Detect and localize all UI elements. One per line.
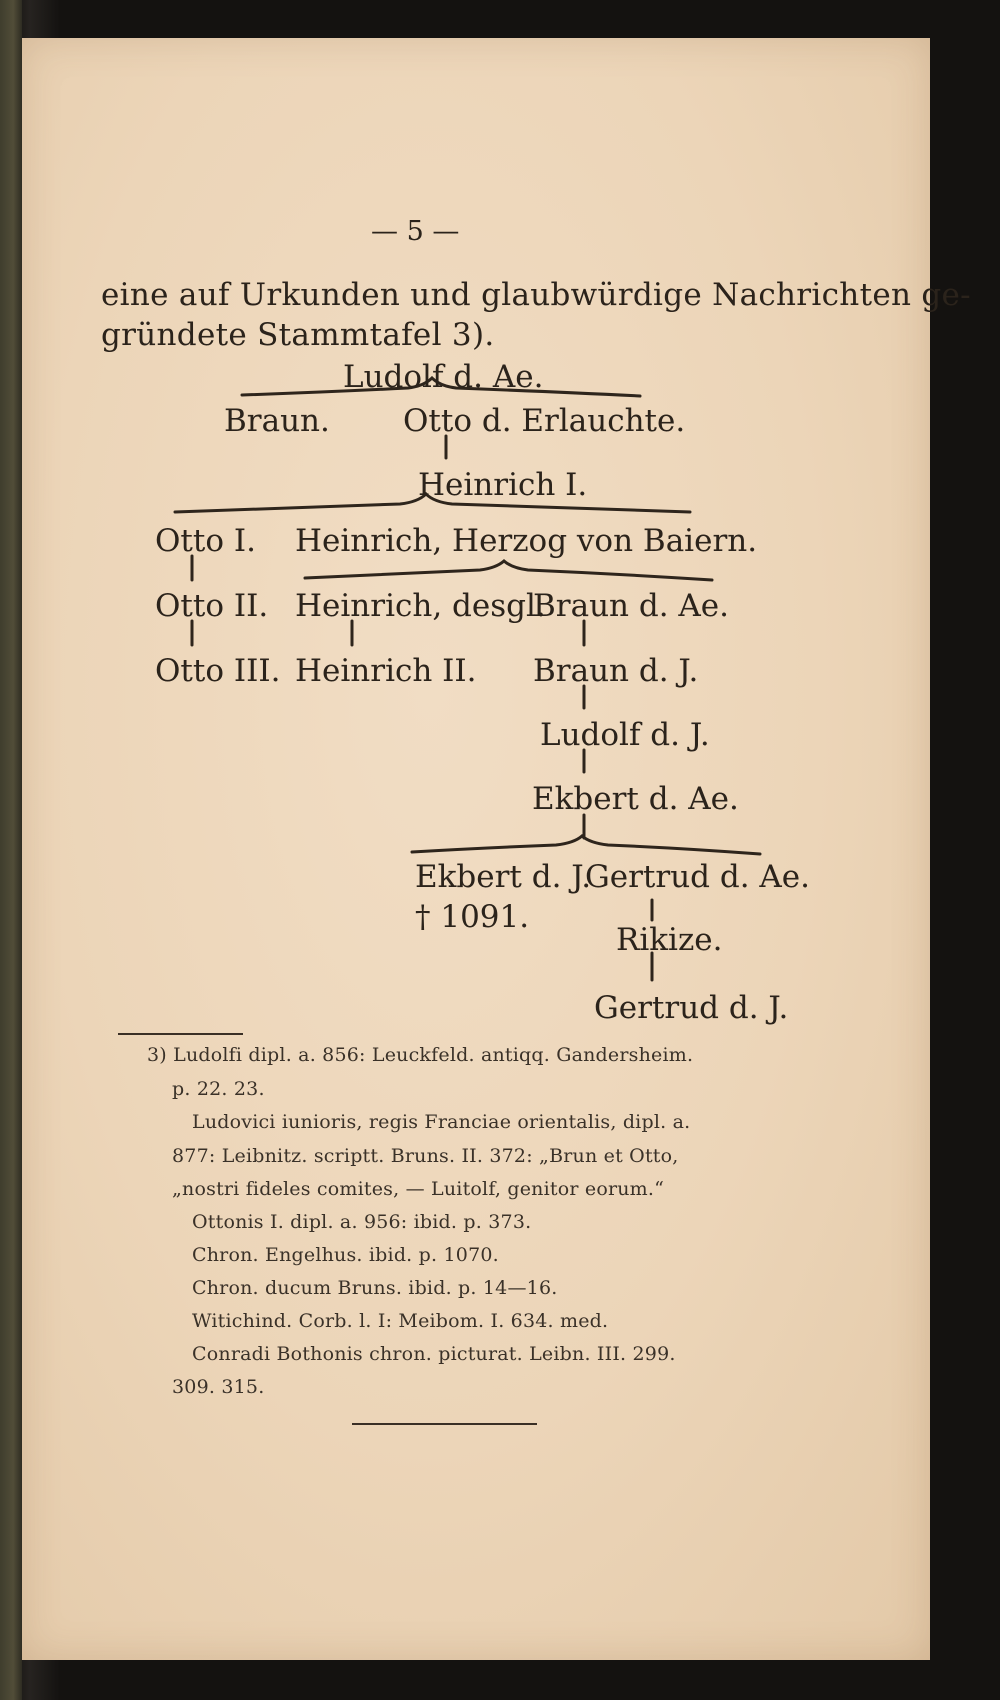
tree-node-braun: Braun. xyxy=(224,403,330,439)
tree-node-otto-3: Otto III. xyxy=(155,653,281,689)
footnote-line-3: Ludovici iunioris, regis Franciae orientalis, dipl. a. xyxy=(192,1111,691,1133)
tree-node-otto-1: Otto I. xyxy=(155,523,256,559)
brace-heinrich-baiern xyxy=(305,561,712,580)
footnote-line-5: „nostri fideles comites, — Luitolf, genitor eorum.“ xyxy=(172,1178,665,1200)
tree-node-braun-j: Braun d. J. xyxy=(533,653,699,689)
footnote-line-11: 309. 315. xyxy=(172,1376,265,1398)
tree-node-heinrich-desgl: Heinrich, desgl. xyxy=(295,588,546,624)
brace-ekbert xyxy=(412,836,760,854)
tree-node-heinrich-2: Heinrich II. xyxy=(295,653,477,689)
tree-node-rikize: Rikize. xyxy=(616,922,723,958)
tree-node-gertrud-j: Gertrud d. J. xyxy=(594,990,789,1026)
footnote-line-8: Chron. ducum Bruns. ibid. p. 14—16. xyxy=(192,1277,558,1299)
tree-node-heinrich-1: Heinrich I. xyxy=(418,467,588,503)
footnote-line-6: Ottonis I. dipl. a. 956: ibid. p. 373. xyxy=(192,1211,532,1233)
footnote-line-2: p. 22. 23. xyxy=(172,1078,265,1100)
tree-node-braun-ae: Braun d. Ae. xyxy=(533,588,730,624)
tree-node-otto-2: Otto II. xyxy=(155,588,269,624)
footnote-separator xyxy=(118,1033,243,1035)
tree-node-ekbert-j: Ekbert d. J. xyxy=(415,859,592,895)
intro-line-1: eine auf Urkunden und glaubwürdige Nachrichten ge- xyxy=(101,277,971,313)
footnote-line-1: 3) Ludolfi dipl. a. 856: Leuckfeld. antiqq. Gandersheim. xyxy=(147,1044,694,1066)
footnote-line-9: Witichind. Corb. l. I: Meibom. I. 634. med. xyxy=(192,1310,609,1332)
tree-node-ekbert-ae: Ekbert d. Ae. xyxy=(532,781,739,817)
tree-node-otto-erlauchte: Otto d. Erlauchte. xyxy=(403,403,686,439)
tree-node-ludolf-ae: Ludolf d. Ae. xyxy=(343,359,544,395)
intro-line-2: gründete Stammtafel 3). xyxy=(101,317,495,353)
footnote-line-4: 877: Leibnitz. scriptt. Bruns. II. 372: „Brun et Otto, xyxy=(172,1145,679,1167)
tree-node-ludolf-j: Ludolf d. J. xyxy=(540,717,710,753)
tree-node-ekbert-j-death: † 1091. xyxy=(415,899,530,935)
end-rule xyxy=(352,1423,537,1425)
tree-node-gertrud-ae: Gertrud d. Ae. xyxy=(585,859,811,895)
footnote-line-10: Conradi Bothonis chron. picturat. Leibn. III. 299. xyxy=(192,1343,676,1365)
footnote-line-7: Chron. Engelhus. ibid. p. 1070. xyxy=(192,1244,499,1266)
page-number: — 5 — xyxy=(371,216,460,247)
tree-node-heinrich-baiern: Heinrich, Herzog von Baiern. xyxy=(295,523,758,559)
